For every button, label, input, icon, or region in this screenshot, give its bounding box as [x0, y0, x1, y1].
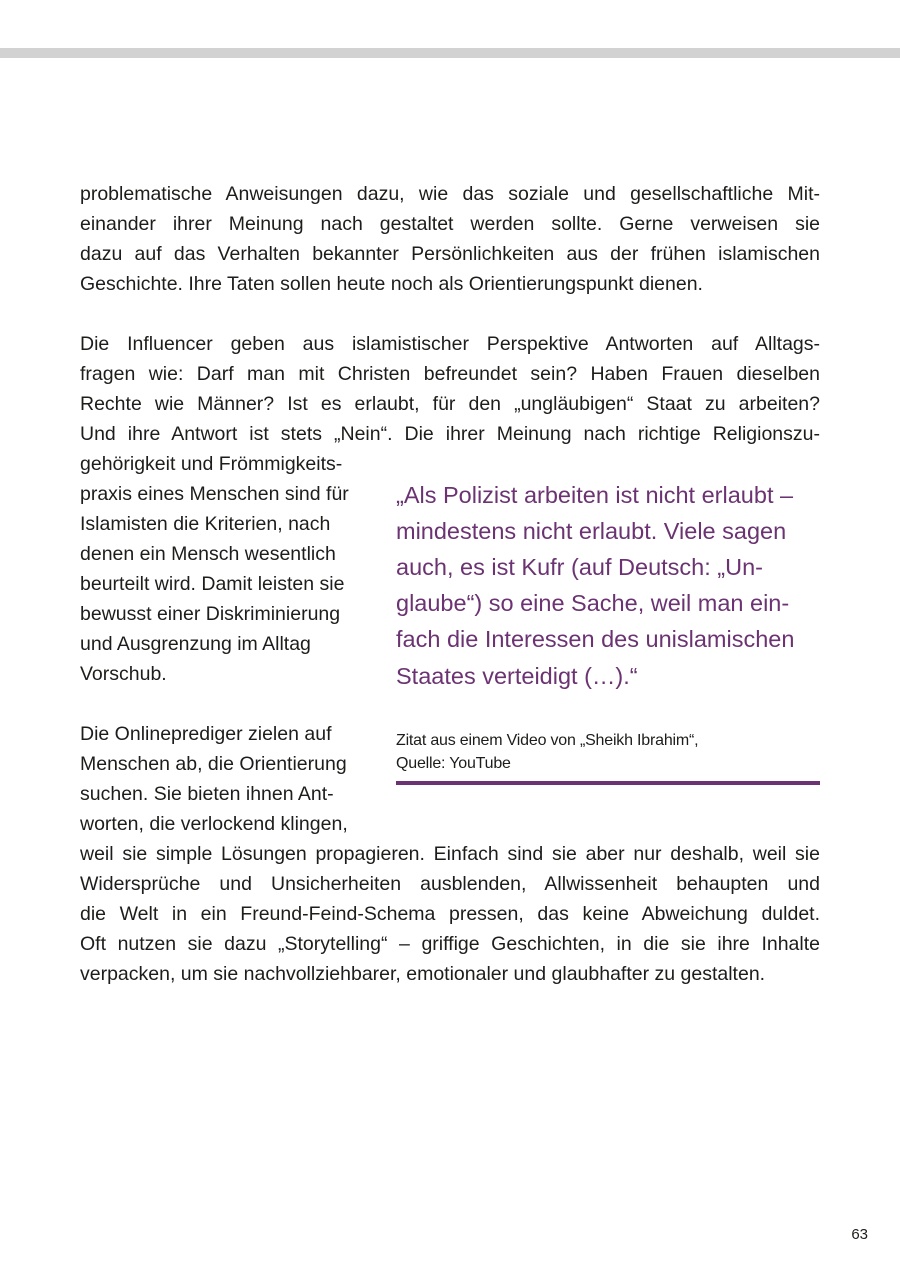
paragraph-2-line: fragen wie: Darf man mit Christen befreundet sein? Haben Frauen dieselben: [80, 363, 820, 385]
paragraph-3-line: Die Onlineprediger zielen auf: [80, 723, 332, 745]
paragraph-2-line: und Ausgrenzung im Alltag: [80, 633, 311, 655]
paragraph-2-line: Rechte wie Männer? Ist es erlaubt, für den „ungläubigen“ Staat zu arbeiten?: [80, 393, 820, 415]
pull-quote-line: auch, es ist Kufr (auf Deutsch: „Un-: [396, 554, 764, 580]
quote-underline-rule: [396, 781, 820, 785]
paragraph-2-line: beurteilt wird. Damit leisten sie: [80, 573, 345, 595]
paragraph-3-line: suchen. Sie bieten ihnen Ant-: [80, 783, 334, 805]
paragraph-3-line: weil sie simple Lösungen propagieren. Einfach sind sie aber nur deshalb, weil sie: [80, 843, 820, 865]
paragraph-2-line: praxis eines Menschen sind für: [80, 483, 349, 505]
paragraph-3-line: verpacken, um sie nachvollziehbarer, emotionaler und glaubhafter zu gestalten.: [80, 963, 766, 985]
pull-quote-line: fach die Interessen des unislamischen: [396, 626, 795, 652]
paragraph-3-line: Oft nutzen sie dazu „Storytelling“ – griffige Geschichten, in die sie ihre Inhalte: [80, 933, 820, 955]
paragraph-2-line: Die Influencer geben aus islamistischer Perspektive Antworten auf Alltags-: [80, 333, 820, 355]
paragraph-2-line: Und ihre Antwort ist stets „Nein“. Die ihrer Meinung nach richtige Religionszu-: [80, 423, 820, 445]
header-rule: [0, 48, 900, 58]
paragraph-2-line: gehörigkeit und Frömmigkeits-: [80, 453, 343, 475]
paragraph-2-line: Vorschub.: [80, 663, 167, 685]
quote-caption-line: Zitat aus einem Video von „Sheikh Ibrahim“,: [396, 732, 699, 749]
paragraph-2-line: denen ein Mensch wesentlich: [80, 543, 336, 565]
paragraph-2-line: Islamisten die Kriterien, nach: [80, 513, 331, 535]
paragraph-2-line: bewusst einer Diskriminierung: [80, 603, 341, 625]
pull-quote-line: Staates verteidigt (…).“: [396, 663, 638, 689]
paragraph-1-line: problematische Anweisungen dazu, wie das soziale und gesellschaftliche Mit-: [80, 183, 820, 205]
paragraph-3-line: worten, die verlockend klingen,: [80, 813, 348, 835]
quote-caption-line: Quelle: YouTube: [396, 755, 511, 772]
page-number: 63: [851, 1226, 868, 1243]
paragraph-3-line: Menschen ab, die Orientierung: [80, 753, 347, 775]
pull-quote-line: „Als Polizist arbeiten ist nicht erlaubt –: [396, 482, 794, 508]
paragraph-3-line: Widersprüche und Unsicherheiten ausblenden, Allwissenheit behaupten und: [80, 873, 820, 895]
pull-quote-line: glaube“) so eine Sache, weil man ein-: [396, 590, 790, 616]
paragraph-1-line: einander ihrer Meinung nach gestaltet werden sollte. Gerne verweisen sie: [80, 213, 820, 235]
pull-quote-line: mindestens nicht erlaubt. Viele sagen: [396, 518, 787, 544]
paragraph-1-line: Geschichte. Ihre Taten sollen heute noch als Orientierungspunkt dienen.: [80, 273, 703, 295]
paragraph-3-line: die Welt in ein Freund-Feind-Schema pressen, das keine Abweichung duldet.: [80, 903, 820, 925]
paragraph-1-line: dazu auf das Verhalten bekannter Persönlichkeiten aus der frühen islamischen: [80, 243, 820, 265]
